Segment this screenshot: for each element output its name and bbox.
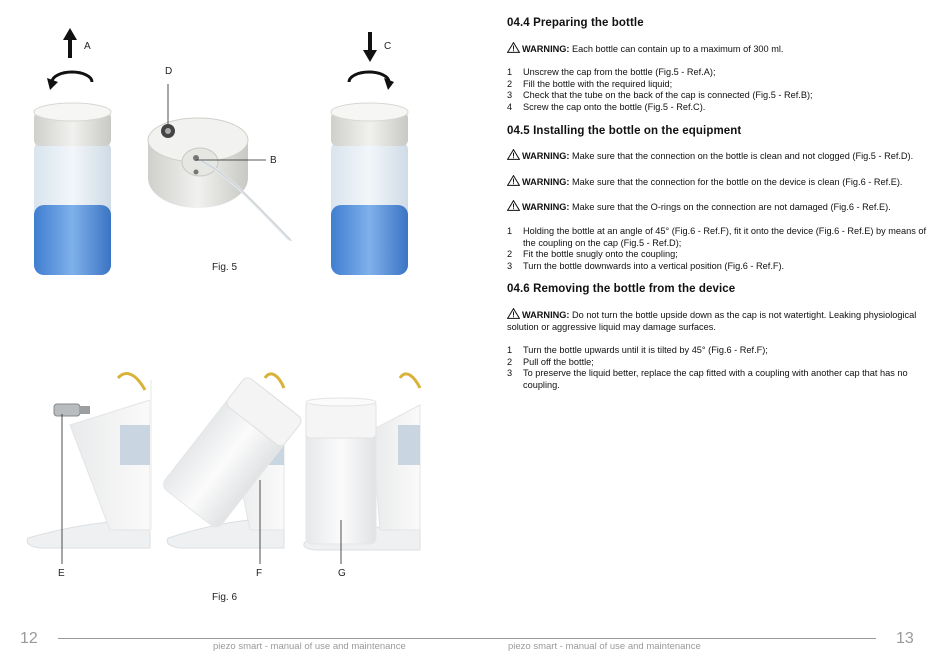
warning-text: Do not turn the bottle upside down as the cap is not watertight. Leaking physiological solution or aggressive liquid may damage surfaces. bbox=[507, 309, 917, 332]
warning-note bbox=[507, 200, 927, 214]
figure-5 bbox=[0, 0, 480, 290]
warning-note bbox=[507, 42, 927, 56]
warning-label: WARNING: bbox=[522, 176, 570, 187]
section-title: 04.6 Removing the bottle from the device bbox=[507, 283, 736, 296]
callout-e: E bbox=[58, 568, 65, 579]
section-title: 04.5 Installing the bottle on the equipment bbox=[507, 124, 742, 137]
warning-text: Make sure that the connection for the bottle on the device is clean (Fig.6 - Ref.E). bbox=[569, 176, 903, 187]
list-item bbox=[507, 79, 927, 91]
section-title: 04.4 Preparing the bottle bbox=[507, 17, 644, 29]
warning-icon bbox=[507, 149, 520, 160]
arrow-up-icon bbox=[63, 28, 77, 58]
list-item bbox=[507, 345, 927, 357]
step-text: Unscrew the cap from the bottle (Fig.5 - Ref.A); bbox=[523, 67, 716, 78]
callout-d: D bbox=[165, 66, 173, 77]
step-number: 4 bbox=[507, 101, 513, 112]
step-number: 3 bbox=[507, 260, 513, 271]
warning-icon bbox=[507, 42, 520, 53]
step-text: Check that the tube on the back of the cap is connected (Fig.5 - Ref.B); bbox=[523, 90, 813, 101]
step-text: Fill the bottle with the required liquid; bbox=[523, 78, 673, 89]
figure-6 bbox=[0, 360, 480, 580]
callout-a: A bbox=[84, 41, 91, 52]
section-installing-bottle bbox=[507, 126, 927, 273]
list-item bbox=[507, 249, 927, 261]
step-text: Screw the cap onto the bottle (Fig.5 - Ref.C). bbox=[523, 101, 706, 112]
rotate-arrow-icon bbox=[349, 72, 394, 90]
step-text: Holding the bottle at an angle of 45° (Fig.6 - Ref.F), fit it onto the device (Fig.6 - Ref.E) by means of the coupling on the cap (Fig.5 - Ref.D); bbox=[523, 225, 927, 248]
step-number: 3 bbox=[507, 368, 513, 379]
page-number-right: 13 bbox=[896, 630, 914, 647]
rotate-arrow-icon bbox=[47, 72, 92, 90]
device-panel-coupling bbox=[24, 360, 152, 564]
step-text: Fit the bottle snugly onto the coupling; bbox=[523, 249, 678, 260]
warning-text: Each bottle can contain up to a maximum of 300 ml. bbox=[569, 43, 784, 54]
footer-rule bbox=[58, 638, 876, 639]
step-number: 1 bbox=[507, 345, 513, 356]
list-item bbox=[507, 67, 927, 79]
step-number: 1 bbox=[507, 67, 513, 78]
list-item bbox=[507, 261, 927, 273]
bottle-screw bbox=[331, 103, 408, 275]
warning-text: Make sure that the O-rings on the connection are not damaged (Fig.6 - Ref.E). bbox=[569, 202, 891, 213]
warning-label: WARNING: bbox=[522, 43, 570, 54]
warning-label: WARNING: bbox=[522, 151, 570, 162]
callout-b: B bbox=[270, 155, 277, 166]
step-text: Pull off the bottle; bbox=[523, 356, 594, 367]
list-item bbox=[507, 368, 927, 391]
figure-5-caption: Fig. 5 bbox=[212, 262, 238, 273]
step-text: To preserve the liquid better, replace the cap fitted with a coupling with another cap that has no coupling. bbox=[523, 368, 908, 390]
warning-note bbox=[507, 308, 927, 333]
figure-5-illustration bbox=[0, 0, 480, 290]
callout-c: C bbox=[384, 41, 392, 52]
device-panel-tilted bbox=[160, 360, 303, 564]
step-number: 3 bbox=[507, 90, 513, 101]
callout-f: F bbox=[256, 568, 263, 579]
step-number: 2 bbox=[507, 356, 513, 367]
step-text: Turn the bottle upwards until it is tilted by 45° (Fig.6 - Ref.F); bbox=[523, 345, 768, 356]
device-panel-vertical bbox=[303, 360, 421, 564]
warning-label: WARNING: bbox=[522, 309, 570, 320]
warning-icon bbox=[507, 200, 520, 211]
list-item bbox=[507, 357, 927, 369]
step-number: 2 bbox=[507, 78, 513, 89]
step-number: 1 bbox=[507, 225, 513, 236]
footer-text-right: piezo smart - manual of use and maintenance bbox=[508, 641, 701, 652]
footer-text-left: piezo smart - manual of use and maintenance bbox=[213, 641, 406, 652]
callout-g: G bbox=[338, 568, 346, 579]
step-text: Turn the bottle downwards into a vertical position (Fig.6 - Ref.F). bbox=[523, 260, 785, 271]
steps-list bbox=[507, 345, 927, 391]
warning-note bbox=[507, 149, 927, 163]
section-preparing-bottle bbox=[507, 18, 927, 114]
warning-note bbox=[507, 175, 927, 189]
instructions-column bbox=[507, 18, 927, 403]
figure-6-caption: Fig. 6 bbox=[212, 592, 238, 603]
list-item bbox=[507, 90, 927, 102]
steps-list bbox=[507, 67, 927, 113]
warning-text: Make sure that the connection on the bottle is clean and not clogged (Fig.5 - Ref.D). bbox=[569, 151, 914, 162]
arrow-down-icon bbox=[363, 32, 377, 62]
page-number-left: 12 bbox=[20, 630, 38, 647]
section-removing-bottle bbox=[507, 284, 927, 391]
list-item bbox=[507, 102, 927, 114]
warning-icon bbox=[507, 175, 520, 186]
step-number: 2 bbox=[507, 249, 513, 260]
warning-label: WARNING: bbox=[522, 202, 570, 213]
list-item bbox=[507, 226, 927, 249]
warning-icon bbox=[507, 308, 520, 319]
figure-6-illustration bbox=[0, 360, 480, 580]
bottle-unscrew bbox=[34, 103, 111, 275]
steps-list bbox=[507, 226, 927, 272]
